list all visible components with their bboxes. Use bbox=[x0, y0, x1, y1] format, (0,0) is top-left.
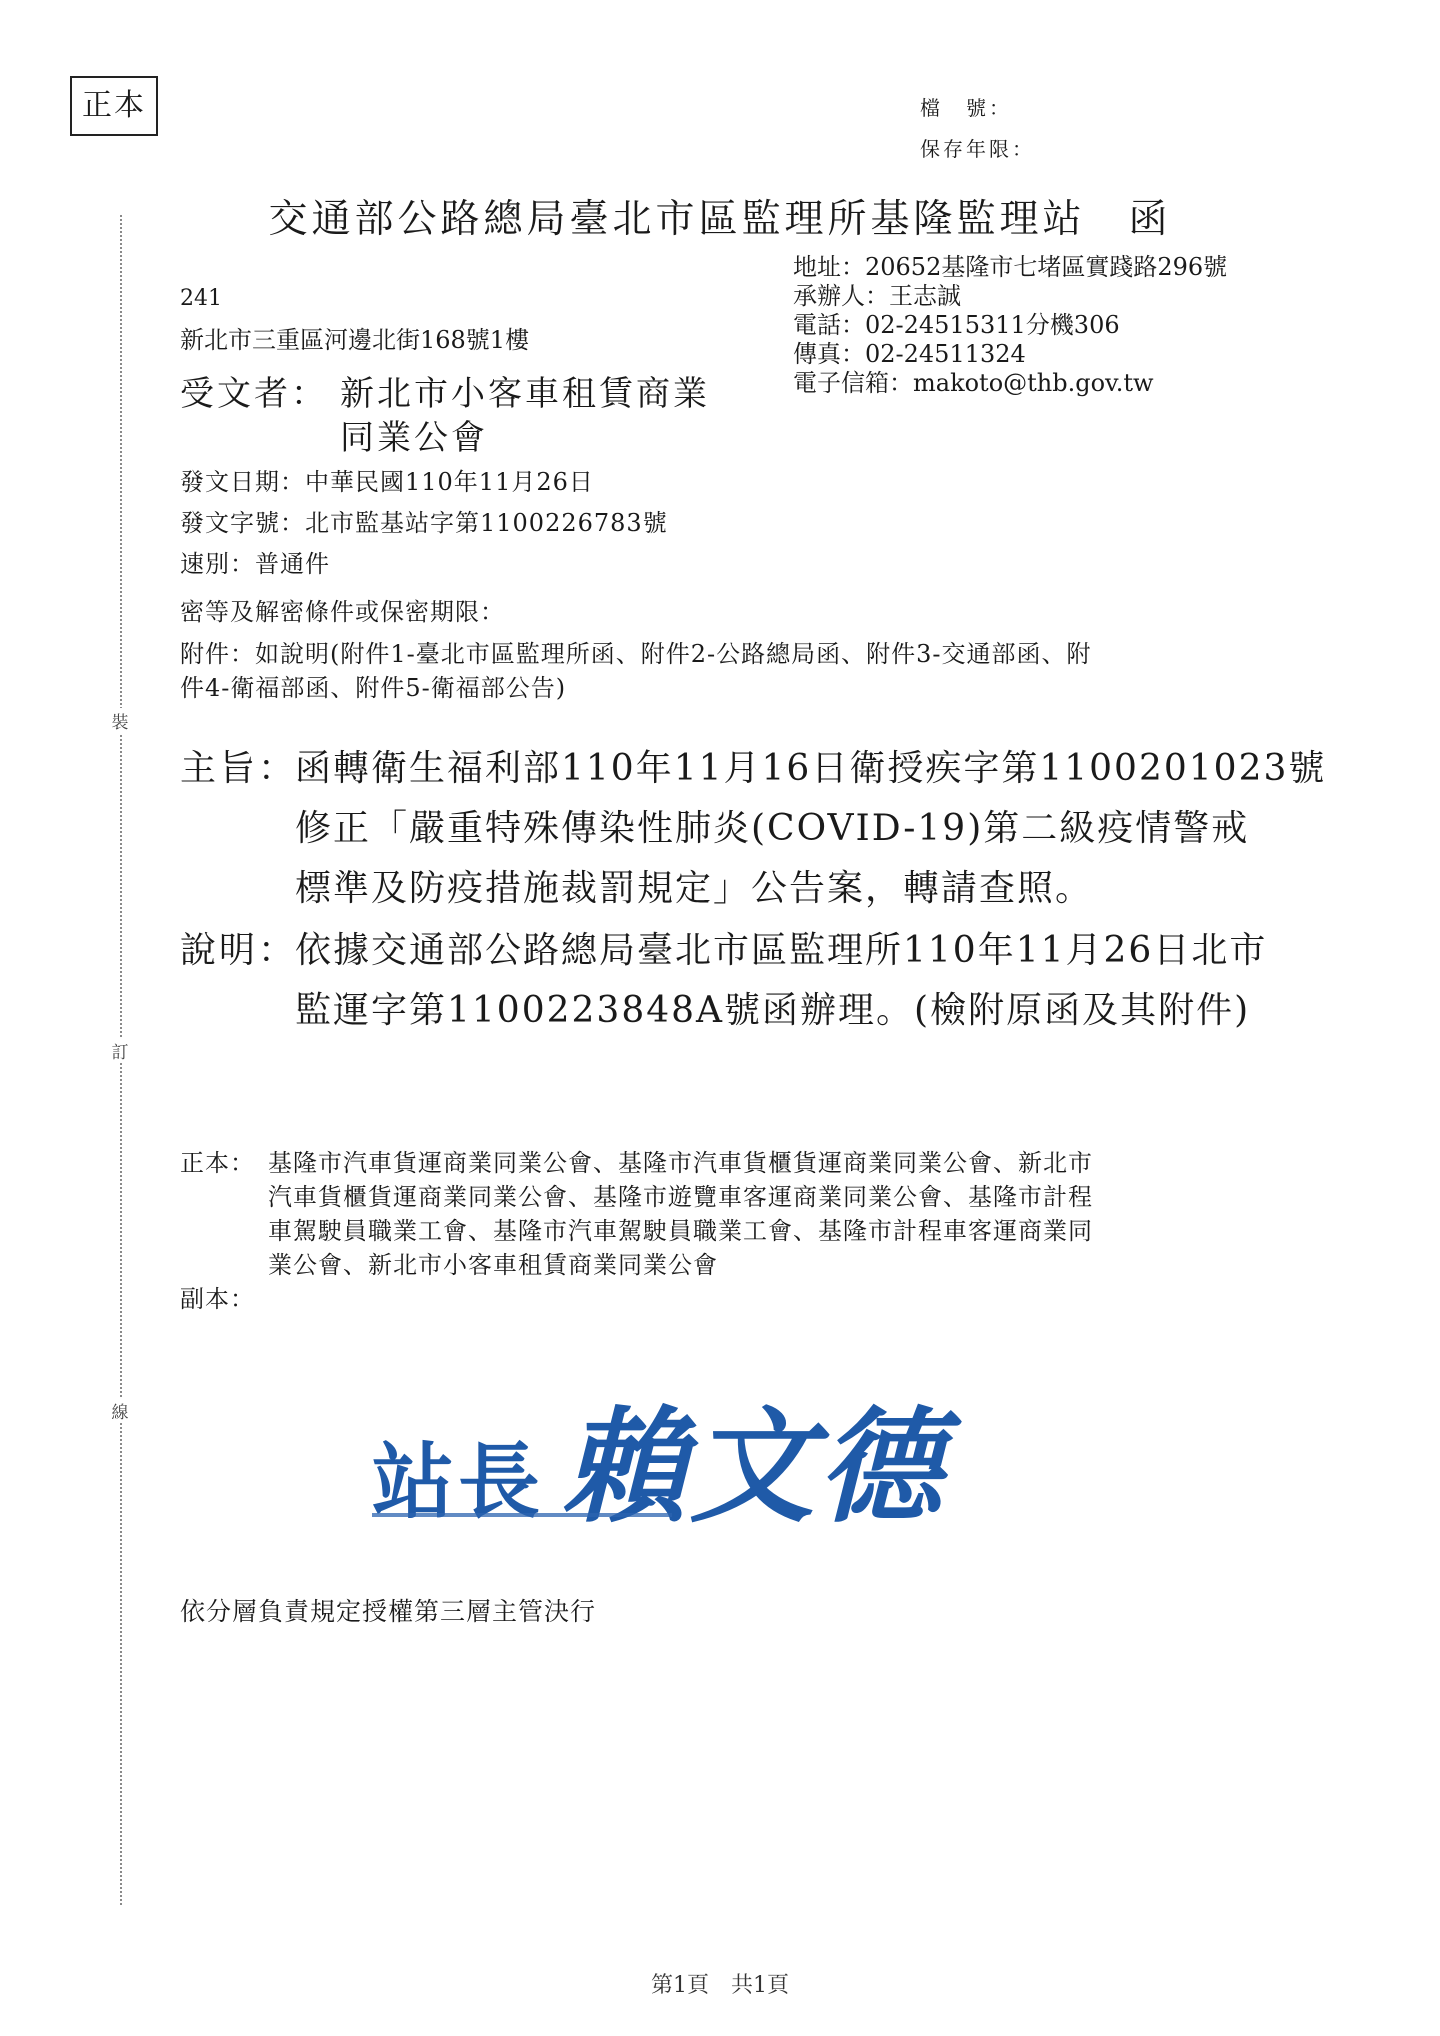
issue-date: 發文日期：中華民國110年11月26日 bbox=[180, 468, 594, 496]
file-number-label: 檔 號： bbox=[920, 96, 1012, 120]
priority: 速別：普通件 bbox=[180, 550, 330, 578]
original-recipients-line3: 車駕駛員職業工會、基隆市汽車駕駛員職業工會、基隆市計程車客運商業同 bbox=[268, 1217, 1093, 1245]
original-recipients-line4: 業公會、新北市小客車租賃商業同業公會 bbox=[268, 1251, 718, 1279]
copy-mark: 正本 bbox=[70, 76, 158, 136]
subject-line1: 函轉衛生福利部110年11月16日衛授疾字第1100201023號 bbox=[295, 748, 1327, 789]
phone-number: 電話：02-24515311分機306 bbox=[793, 311, 1120, 339]
recipient-postal-code: 241 bbox=[180, 286, 222, 311]
explanation-label: 說明： bbox=[180, 930, 298, 971]
attachment-line2: 件4-衛福部函、附件5-衛福部公告) bbox=[180, 674, 567, 702]
original-recipients-line1: 基隆市汽車貨運商業同業公會、基隆市汽車貨櫃貨運商業同業公會、新北市 bbox=[268, 1149, 1093, 1177]
secrecy-conditions: 密等及解密條件或保密期限： bbox=[180, 598, 505, 626]
sender-address: 地址：20652基隆市七堵區實踐路296號 bbox=[793, 253, 1228, 281]
carbon-copy-label: 副本： bbox=[180, 1285, 255, 1313]
subject-line2: 修正「嚴重特殊傳染性肺炎(COVID-19)第二級疫情警戒 bbox=[295, 808, 1250, 849]
subject-label: 主旨： bbox=[180, 748, 298, 789]
binding-mark-ding: 訂 bbox=[111, 1038, 129, 1063]
delegation-note: 依分層負責規定授權第三層主管決行 bbox=[180, 1597, 597, 1626]
recipient-label: 受文者： bbox=[180, 374, 328, 414]
handler-name: 承辦人：王志誠 bbox=[793, 282, 961, 310]
recipient-name-line1: 新北市小客車租賃商業 bbox=[340, 374, 710, 414]
signature-name: 賴文德 bbox=[562, 1395, 947, 1540]
retention-period-label: 保存年限： bbox=[920, 137, 1035, 161]
binding-mark-xian: 線 bbox=[111, 1398, 129, 1423]
explanation-line2: 監運字第1100223848A號函辦理。(檢附原函及其附件) bbox=[295, 990, 1251, 1031]
attachment-line1: 附件：如說明(附件1-臺北市區監理所函、附件2-公路總局函、附件3-交通部函、附 bbox=[180, 640, 1092, 668]
email-address: 電子信箱：makoto@thb.gov.tw bbox=[793, 369, 1154, 397]
binding-mark-zhuang: 裝 bbox=[111, 708, 129, 733]
original-recipients-line2: 汽車貨櫃貨運商業同業公會、基隆市遊覽車客運商業同業公會、基隆市計程 bbox=[268, 1183, 1093, 1211]
subject-line3: 標準及防疫措施裁罰規定」公告案，轉請查照。 bbox=[295, 868, 1094, 909]
signature-title: 站長 bbox=[372, 1434, 545, 1530]
signature-underline bbox=[372, 1513, 672, 1517]
page-number: 第1頁 共1頁 bbox=[651, 1973, 789, 1998]
recipient-address: 新北市三重區河邊北街168號1樓 bbox=[180, 326, 530, 354]
recipient-name-line2: 同業公會 bbox=[340, 418, 488, 458]
document-number: 發文字號：北市監基站字第1100226783號 bbox=[180, 509, 668, 537]
document-title: 交通部公路總局臺北市區監理所基隆監理站 函 bbox=[268, 197, 1172, 242]
explanation-line1: 依據交通部公路總局臺北市區監理所110年11月26日北市 bbox=[295, 930, 1268, 971]
fax-number: 傳真：02-24511324 bbox=[793, 340, 1026, 368]
original-recipients-label: 正本： bbox=[180, 1149, 255, 1177]
signature-stamp bbox=[372, 1368, 946, 1546]
